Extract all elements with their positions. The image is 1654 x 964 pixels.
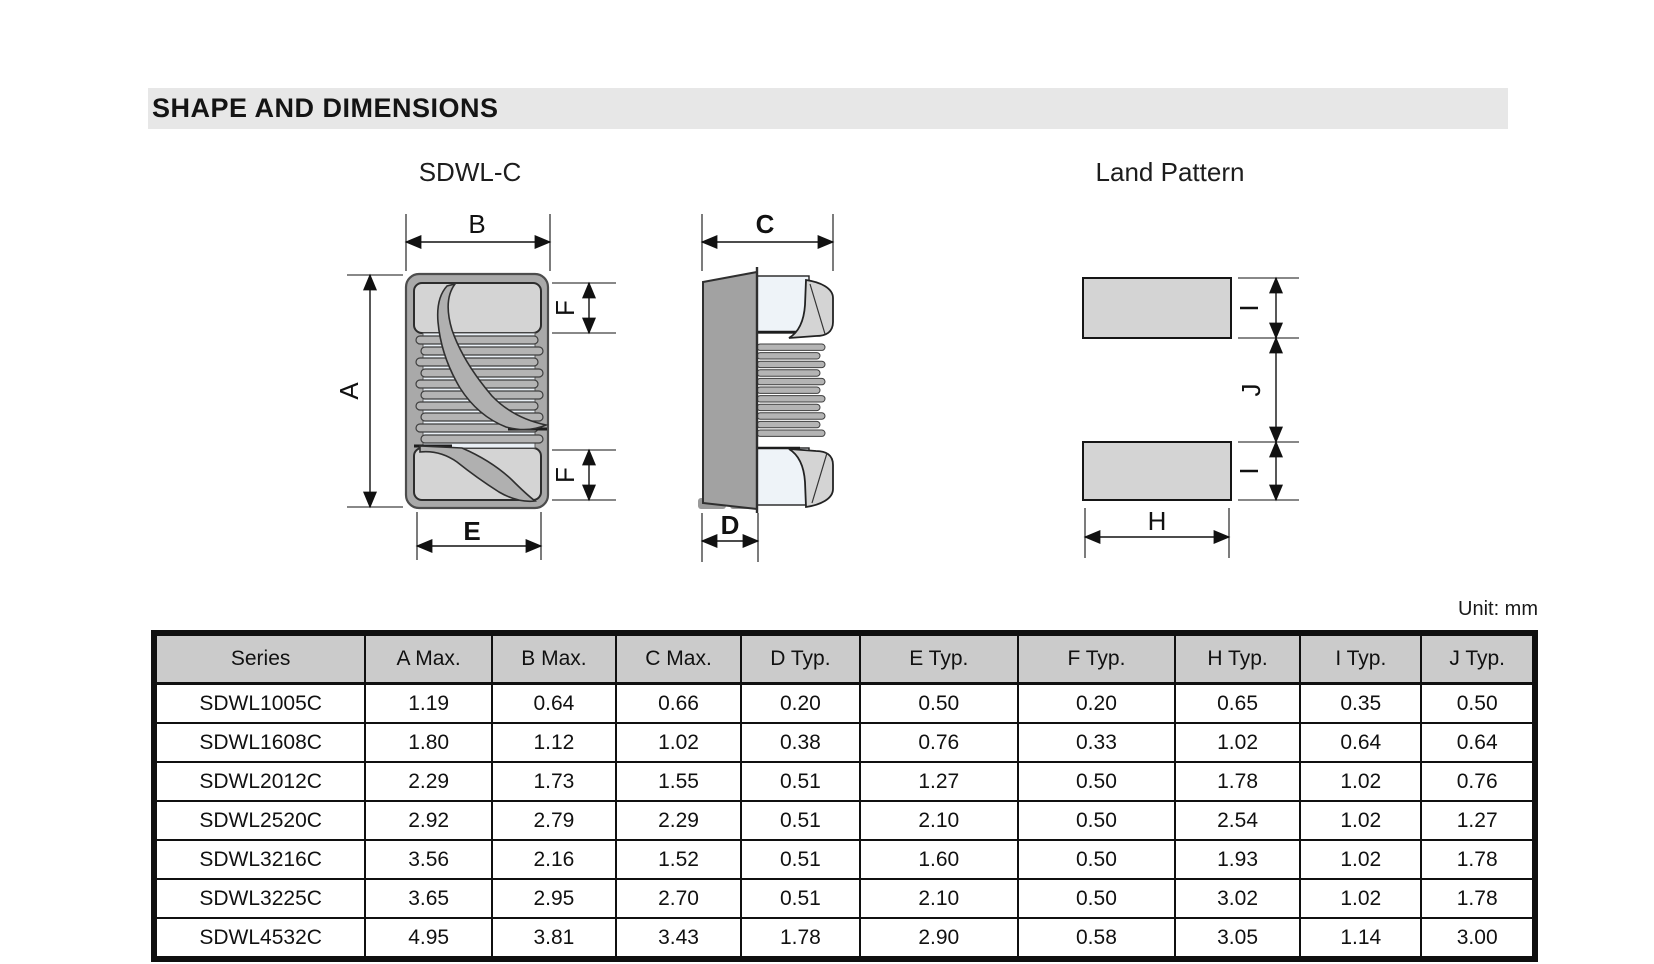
value-cell: 0.38 — [741, 723, 859, 762]
dimensions-table-container — [151, 630, 1538, 962]
value-cell: 1.02 — [616, 723, 741, 762]
column-header: I Typ. — [1300, 635, 1421, 684]
column-header: C Max. — [616, 635, 741, 684]
value-cell: 0.64 — [1421, 723, 1533, 762]
value-cell: 2.79 — [492, 801, 616, 840]
column-header: Series — [156, 635, 365, 684]
series-cell: SDWL3225C — [156, 879, 365, 918]
value-cell: 1.14 — [1300, 918, 1421, 957]
value-cell: 3.02 — [1175, 879, 1300, 918]
value-cell: 1.02 — [1175, 723, 1300, 762]
table-row — [156, 723, 1533, 762]
column-header: D Typ. — [741, 635, 859, 684]
value-cell: 2.70 — [616, 879, 741, 918]
land-pad-top — [1083, 278, 1231, 338]
value-cell: 1.19 — [365, 684, 492, 724]
table-row — [156, 879, 1533, 918]
series-cell: SDWL4532C — [156, 918, 365, 957]
dim-label-a: A — [334, 382, 364, 400]
value-cell: 0.76 — [860, 723, 1018, 762]
page-title: SHAPE AND DIMENSIONS — [152, 93, 499, 123]
side-view-drawing — [698, 209, 833, 562]
dim-label-c: C — [755, 209, 775, 239]
value-cell: 3.81 — [492, 918, 616, 957]
column-header: J Typ. — [1421, 635, 1533, 684]
value-cell: 1.80 — [365, 723, 492, 762]
value-cell: 1.78 — [741, 918, 859, 957]
dim-label-i-top: I — [1234, 304, 1264, 312]
value-cell: 1.73 — [492, 762, 616, 801]
value-cell: 0.20 — [1018, 684, 1175, 724]
value-cell: 0.76 — [1421, 762, 1533, 801]
value-cell: 3.00 — [1421, 918, 1533, 957]
table-row — [156, 762, 1533, 801]
dim-label-b: B — [468, 209, 486, 239]
value-cell: 1.02 — [1300, 801, 1421, 840]
value-cell: 1.02 — [1300, 840, 1421, 879]
value-cell: 0.50 — [860, 684, 1018, 724]
section-header-bar — [148, 88, 1508, 129]
value-cell: 2.10 — [860, 801, 1018, 840]
value-cell: 4.95 — [365, 918, 492, 957]
value-cell: 0.50 — [1018, 840, 1175, 879]
front-view-title: SDWL-C — [418, 157, 522, 187]
value-cell: 0.51 — [741, 801, 859, 840]
value-cell: 3.05 — [1175, 918, 1300, 957]
series-cell: SDWL1608C — [156, 723, 365, 762]
flange-plate — [703, 272, 757, 509]
value-cell: 1.60 — [860, 840, 1018, 879]
value-cell: 2.95 — [492, 879, 616, 918]
terminal-pad-top — [414, 283, 541, 333]
value-cell: 1.02 — [1300, 879, 1421, 918]
dim-label-i-bottom: I — [1234, 467, 1264, 475]
column-header: B Max. — [492, 635, 616, 684]
table-row — [156, 801, 1533, 840]
value-cell: 1.27 — [860, 762, 1018, 801]
value-cell: 0.66 — [616, 684, 741, 724]
value-cell: 1.52 — [616, 840, 741, 879]
column-header: F Typ. — [1018, 635, 1175, 684]
value-cell: 2.10 — [860, 879, 1018, 918]
land-pattern-drawing — [1083, 278, 1299, 558]
value-cell: 0.51 — [741, 840, 859, 879]
series-cell: SDWL1005C — [156, 684, 365, 724]
value-cell: 1.93 — [1175, 840, 1300, 879]
value-cell: 0.20 — [741, 684, 859, 724]
table-row — [156, 918, 1533, 957]
value-cell: 0.50 — [1018, 801, 1175, 840]
value-cell: 3.65 — [365, 879, 492, 918]
value-cell: 2.92 — [365, 801, 492, 840]
side-coil-turns — [757, 344, 825, 436]
dim-label-f-bottom: F — [550, 467, 580, 483]
value-cell: 1.27 — [1421, 801, 1533, 840]
value-cell: 2.29 — [616, 801, 741, 840]
series-cell: SDWL2012C — [156, 762, 365, 801]
value-cell: 2.54 — [1175, 801, 1300, 840]
value-cell: 3.43 — [616, 918, 741, 957]
land-pattern-title: Land Pattern — [1095, 157, 1245, 187]
table-row — [156, 684, 1533, 724]
value-cell: 3.56 — [365, 840, 492, 879]
value-cell: 0.51 — [741, 762, 859, 801]
technical-drawings — [320, 190, 1320, 570]
column-header: H Typ. — [1175, 635, 1300, 684]
value-cell: 0.58 — [1018, 918, 1175, 957]
dimensions-table — [155, 634, 1534, 958]
value-cell: 0.50 — [1018, 762, 1175, 801]
value-cell: 0.65 — [1175, 684, 1300, 724]
value-cell: 0.50 — [1018, 879, 1175, 918]
value-cell: 0.51 — [741, 879, 859, 918]
dim-label-f-top: F — [550, 300, 580, 316]
land-pad-bottom — [1083, 442, 1231, 500]
dim-label-d: D — [720, 510, 740, 540]
dim-label-e: E — [463, 516, 481, 546]
series-cell: SDWL3216C — [156, 840, 365, 879]
front-view-drawing — [334, 209, 616, 560]
value-cell: 0.50 — [1421, 684, 1533, 724]
table-row — [156, 840, 1533, 879]
series-cell: SDWL2520C — [156, 801, 365, 840]
value-cell: 2.29 — [365, 762, 492, 801]
table-header-row — [156, 635, 1533, 684]
value-cell: 0.64 — [1300, 723, 1421, 762]
value-cell: 2.16 — [492, 840, 616, 879]
value-cell: 1.02 — [1300, 762, 1421, 801]
dim-label-h: H — [1147, 506, 1167, 536]
value-cell: 2.90 — [860, 918, 1018, 957]
column-header: A Max. — [365, 635, 492, 684]
value-cell: 0.33 — [1018, 723, 1175, 762]
unit-note: Unit: mm — [1458, 598, 1538, 620]
value-cell: 1.78 — [1175, 762, 1300, 801]
value-cell: 1.78 — [1421, 879, 1533, 918]
value-cell: 0.64 — [492, 684, 616, 724]
dim-label-j: J — [1236, 383, 1266, 397]
value-cell: 1.12 — [492, 723, 616, 762]
column-header: E Typ. — [860, 635, 1018, 684]
value-cell: 1.55 — [616, 762, 741, 801]
value-cell: 0.35 — [1300, 684, 1421, 724]
value-cell: 1.78 — [1421, 840, 1533, 879]
